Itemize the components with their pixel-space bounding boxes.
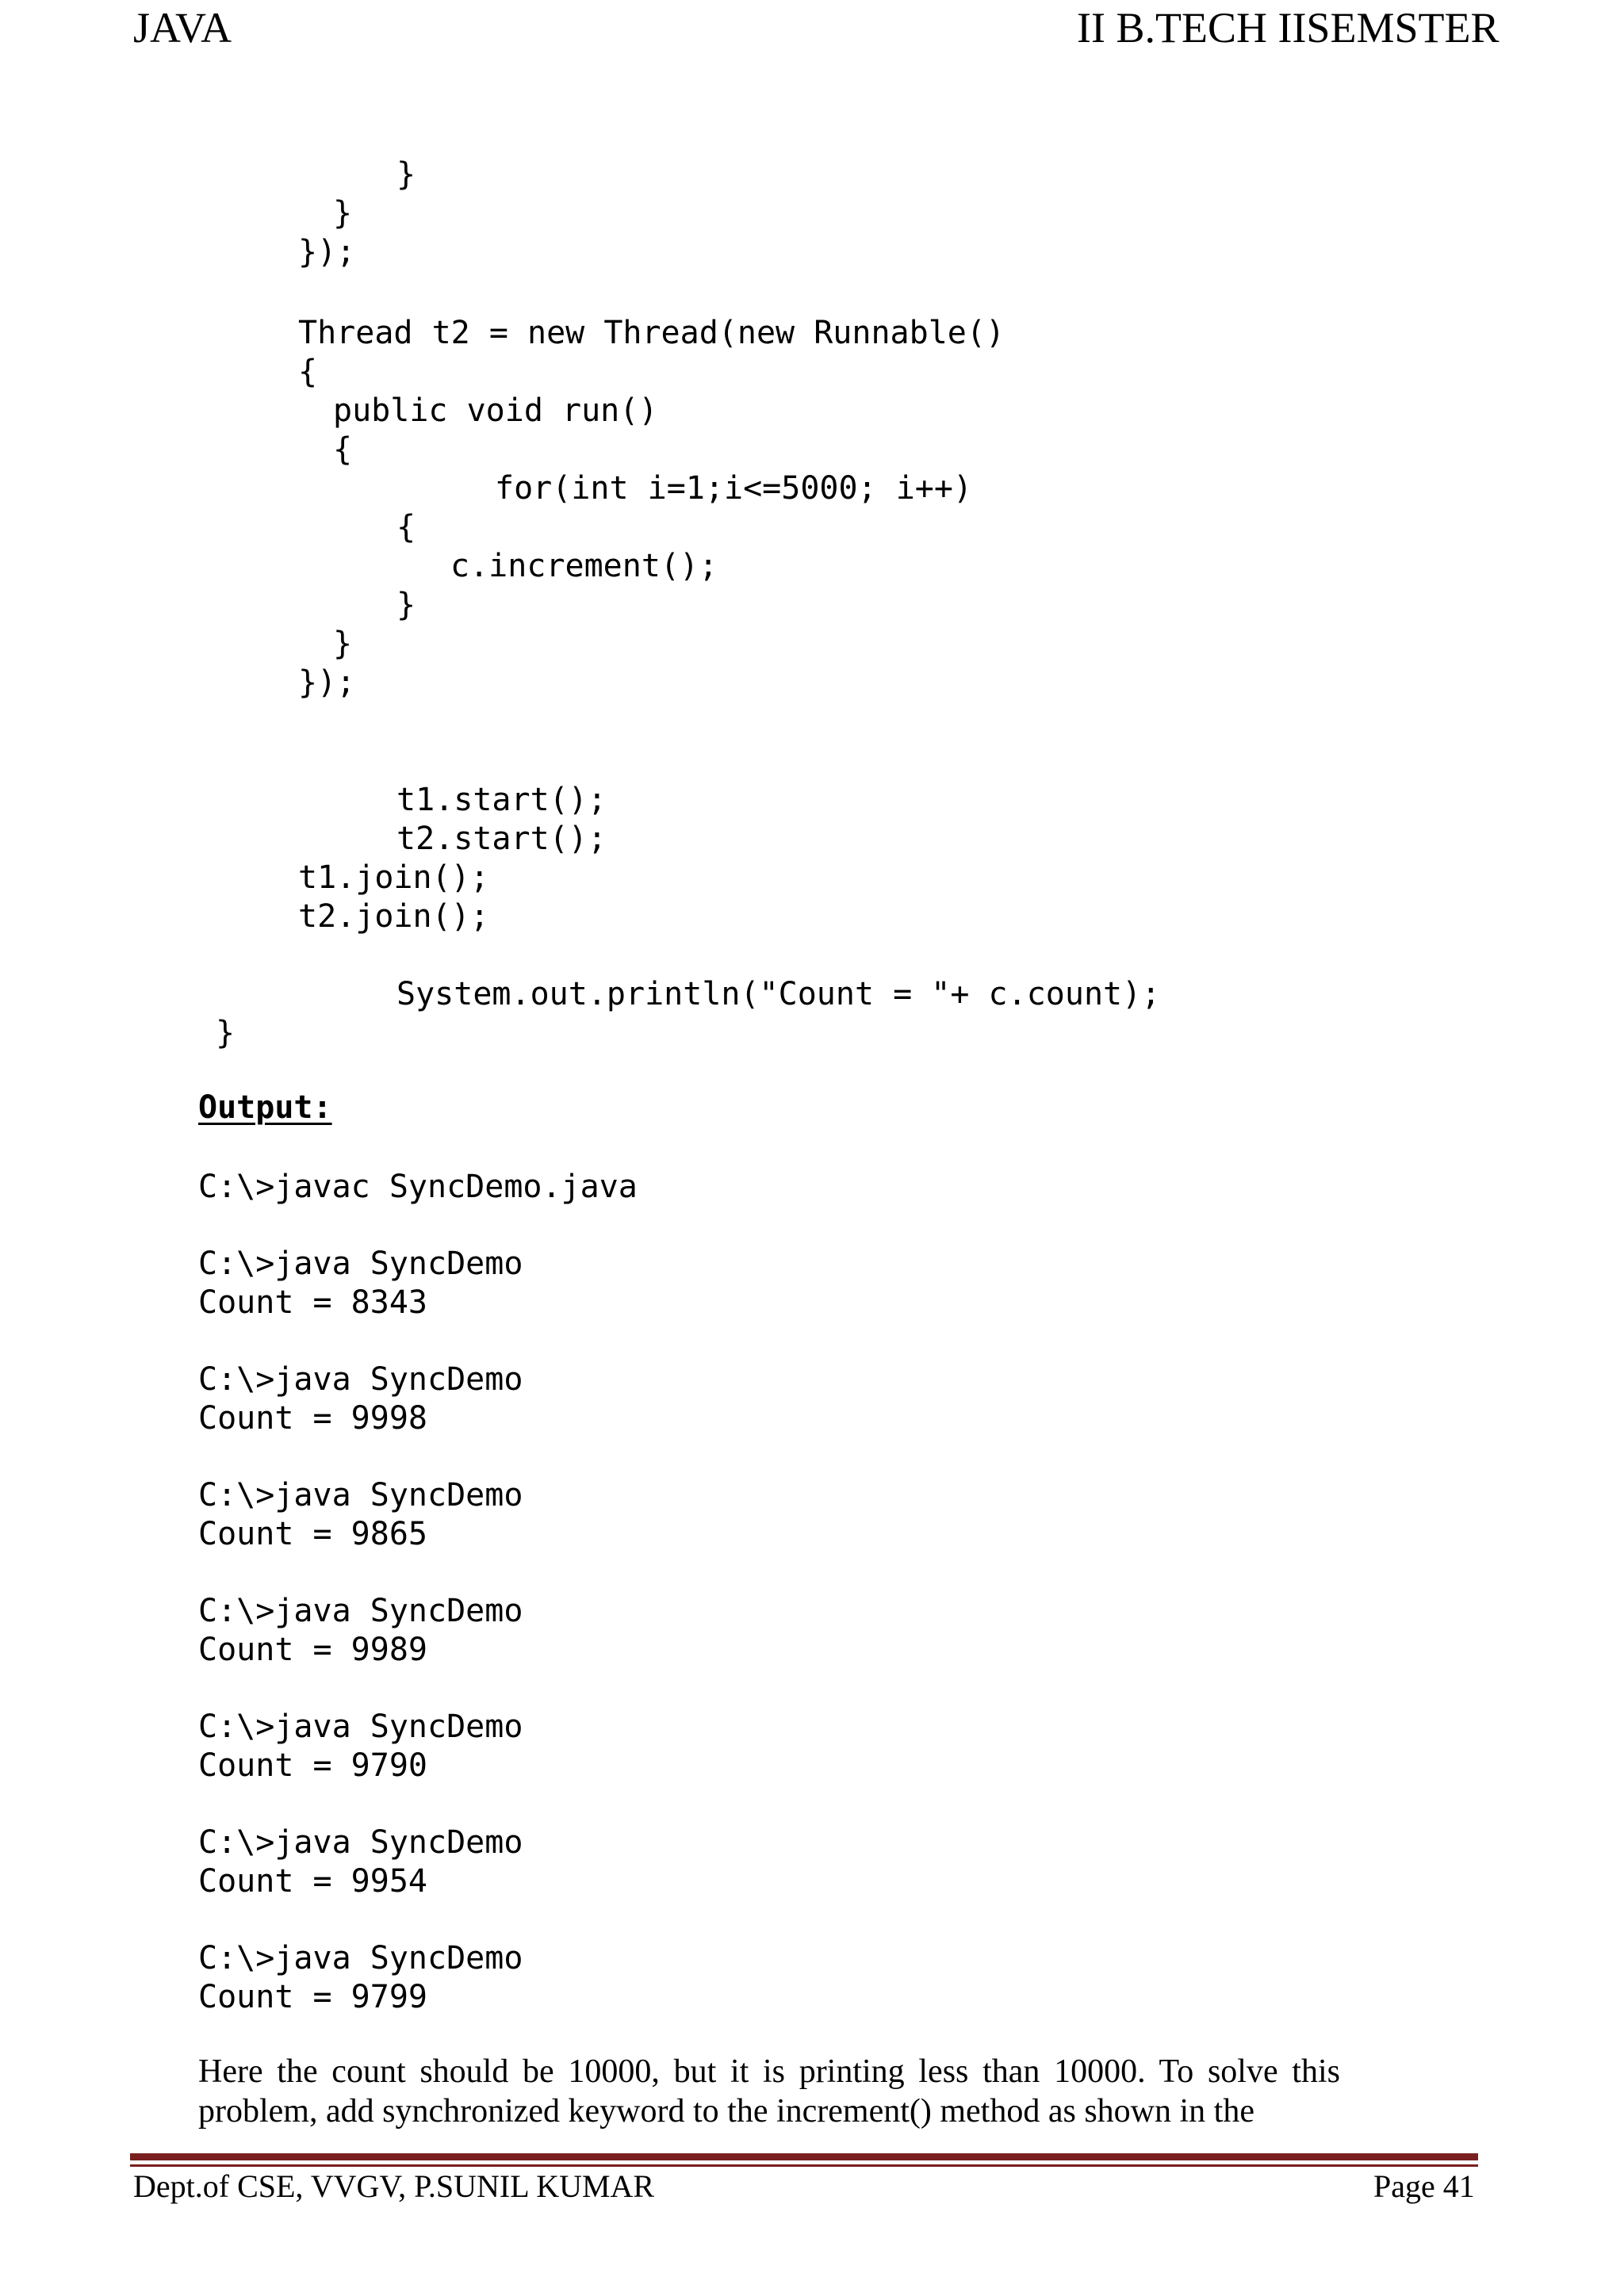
code-line: public void run() <box>333 392 658 429</box>
footer-author: Dept.of CSE, VVGV, P.SUNIL KUMAR <box>133 2168 655 2204</box>
output-line: Count = 9998 <box>198 1400 427 1437</box>
code-line: t1.start(); <box>396 782 607 818</box>
code-line: t2.start(); <box>396 821 607 857</box>
output-line: Count = 9865 <box>198 1516 427 1552</box>
output-line: Count = 9799 <box>198 1979 427 2015</box>
explanation-paragraph: Here the count should be 10000, but it is printing less than 10000. To solve this problem, add synchronized keyword to the increment() method as shown in the <box>198 2053 1340 2130</box>
output-line: C:\>java SyncDemo <box>198 1824 523 1861</box>
output-line: C:\>java SyncDemo <box>198 1361 523 1398</box>
code-line: } <box>333 195 353 232</box>
code-line: Thread t2 = new Thread(new Runnable() <box>298 315 1005 351</box>
output-line: C:\>java SyncDemo <box>198 1477 523 1513</box>
code-line: }); <box>298 664 356 701</box>
code-line: } <box>396 156 416 193</box>
page-number: Page 41 <box>1373 2168 1475 2204</box>
output-line: Count = 9989 <box>198 1632 427 1668</box>
code-line: t2.join(); <box>298 898 489 935</box>
footer-divider <box>130 2153 1478 2160</box>
header-semester: II B.TECH IISEMSTER <box>1077 4 1500 52</box>
code-line: { <box>333 431 353 468</box>
output-line: C:\>java SyncDemo <box>198 1940 523 1976</box>
code-line: t1.join(); <box>298 859 489 896</box>
output-line: C:\>java SyncDemo <box>198 1709 523 1745</box>
code-line: { <box>298 354 318 390</box>
output-line: Count = 9790 <box>198 1747 427 1784</box>
output-line: Count = 9954 <box>198 1863 427 1900</box>
code-line: } <box>333 626 353 662</box>
footer-divider-thin <box>130 2164 1478 2167</box>
code-line: } <box>216 1015 236 1051</box>
output-line: Count = 8343 <box>198 1284 427 1321</box>
code-line: } <box>396 587 416 623</box>
output-line: C:\>java SyncDemo <box>198 1593 523 1629</box>
output-heading: Output: <box>198 1089 332 1126</box>
output-line: C:\>javac SyncDemo.java <box>198 1169 638 1205</box>
code-line: System.out.println("Count = "+ c.count); <box>396 976 1161 1012</box>
output-line: C:\>java SyncDemo <box>198 1246 523 1282</box>
code-line: for(int i=1;i<=5000; i++) <box>495 470 973 507</box>
code-line: c.increment(); <box>450 548 718 584</box>
code-line: }); <box>298 234 356 270</box>
header-title: JAVA <box>133 4 232 52</box>
code-line: { <box>396 509 416 545</box>
